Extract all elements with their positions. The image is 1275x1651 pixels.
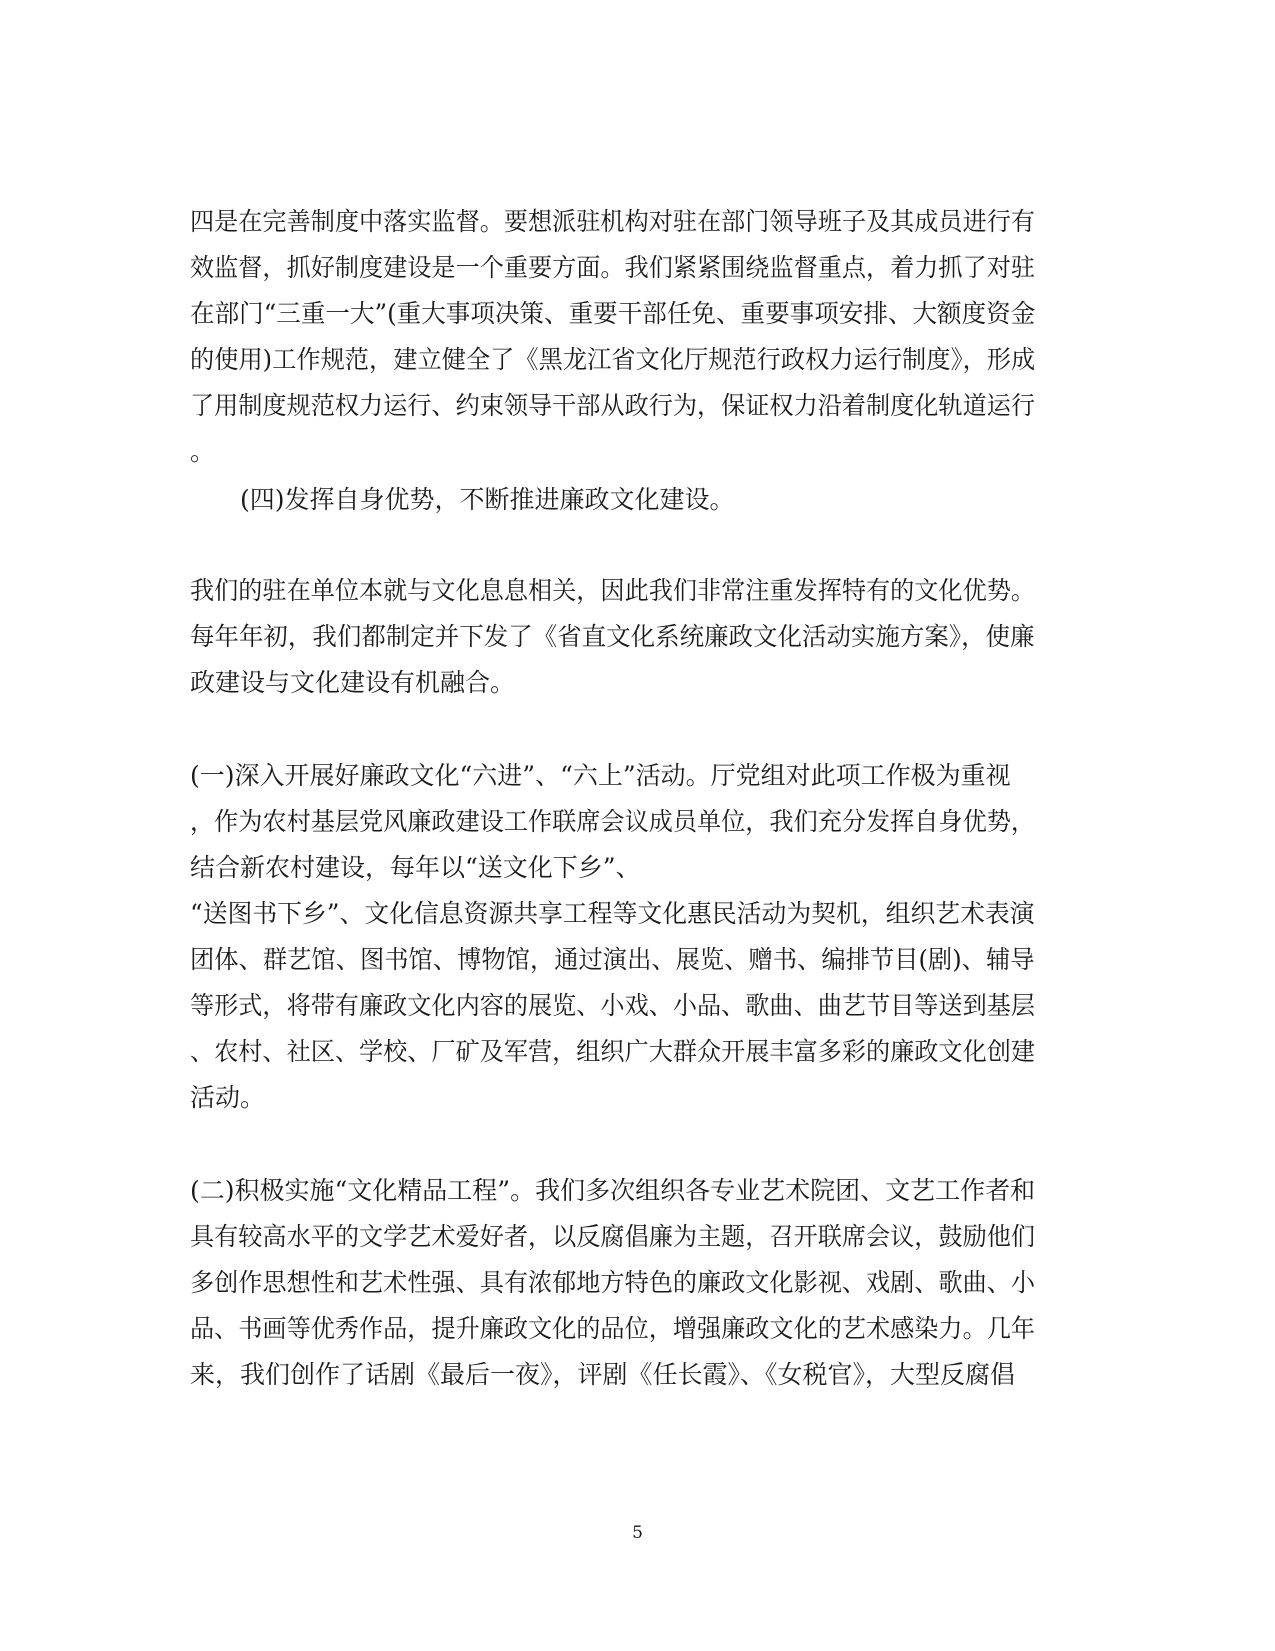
text-line: (一)深入开展好廉政文化“六进”、“六上”活动。厅党组对此项工作极为重视 [190, 761, 1011, 790]
text-line: ，作为农村基层党风廉政建设工作联席会议成员单位，我们充分发挥自身优势， [190, 807, 1036, 836]
text-line: 四是在完善制度中落实监督。要想派驻机构对驻在部门领导班子及其成员进行有 [190, 207, 1036, 236]
text-line: 政建设与文化建设有机融合。 [190, 668, 516, 697]
text-line: 了用制度规范权力运行、约束领导干部从政行为，保证权力沿着制度化轨道运行 [190, 391, 1036, 420]
text-line: 。 [190, 437, 216, 466]
page-number: 5 [632, 1523, 643, 1543]
text-line: 品、书画等优秀作品，提升廉政文化的品位，增强廉政文化的艺术感染力。几年 [190, 1314, 1036, 1343]
text-line: 、农村、社区、学校、厂矿及军营，组织广大群众开展丰富多彩的廉政文化创建 [190, 1037, 1036, 1066]
text-line: 在部门“三重一大”(重大事项决策、重要干部任免、重要事项安排、大额度资金 [190, 299, 1036, 328]
text-line: “送图书下乡”、文化信息资源共享工程等文化惠民活动为契机，组织艺术表演 [190, 899, 1035, 928]
text-line: 我们的驻在单位本就与文化息息相关，因此我们非常注重发挥特有的文化优势。 [190, 576, 1036, 605]
text-line: 具有较高水平的文学艺术爱好者，以反腐倡廉为主题，召开联席会议，鼓励他们 [190, 1222, 1036, 1251]
text-line: 每年年初，我们都制定并下发了《省直文化系统廉政文化活动实施方案》，使廉 [190, 622, 1035, 651]
text-line: 结合新农村建设，每年以“送文化下乡”、 [190, 853, 641, 882]
text-line: 等形式，将带有廉政文化内容的展览、小戏、小品、歌曲、曲艺节目等送到基层 [190, 991, 1036, 1020]
text-line: 的使用)工作规范，建立健全了《黑龙江省文化厅规范行政权力运行制度》，形成 [190, 345, 1036, 374]
text-line: (二)积极实施“文化精品工程”。我们多次组织各专业艺术院团、文艺工作者和 [190, 1176, 1036, 1205]
section-heading-text: (四)发挥自身优势，不断推进廉政文化建设。 [240, 485, 735, 514]
text-line: 来，我们创作了话剧《最后一夜》，评剧《任长霞》、《女税官》，大型反腐倡 [190, 1360, 1016, 1389]
text-line: 效监督，抓好制度建设是一个重要方面。我们紧紧围绕监督重点，着力抓了对驻 [190, 253, 1036, 282]
text-line: 团体、群艺馆、图书馆、博物馆，通过演出、展览、赠书、编排节目(剧)、辅导 [190, 945, 1035, 974]
text-line: 活动。 [190, 1083, 266, 1112]
text-line: 多创作思想性和艺术性强、具有浓郁地方特色的廉政文化影视、戏剧、歌曲、小 [190, 1268, 1036, 1297]
